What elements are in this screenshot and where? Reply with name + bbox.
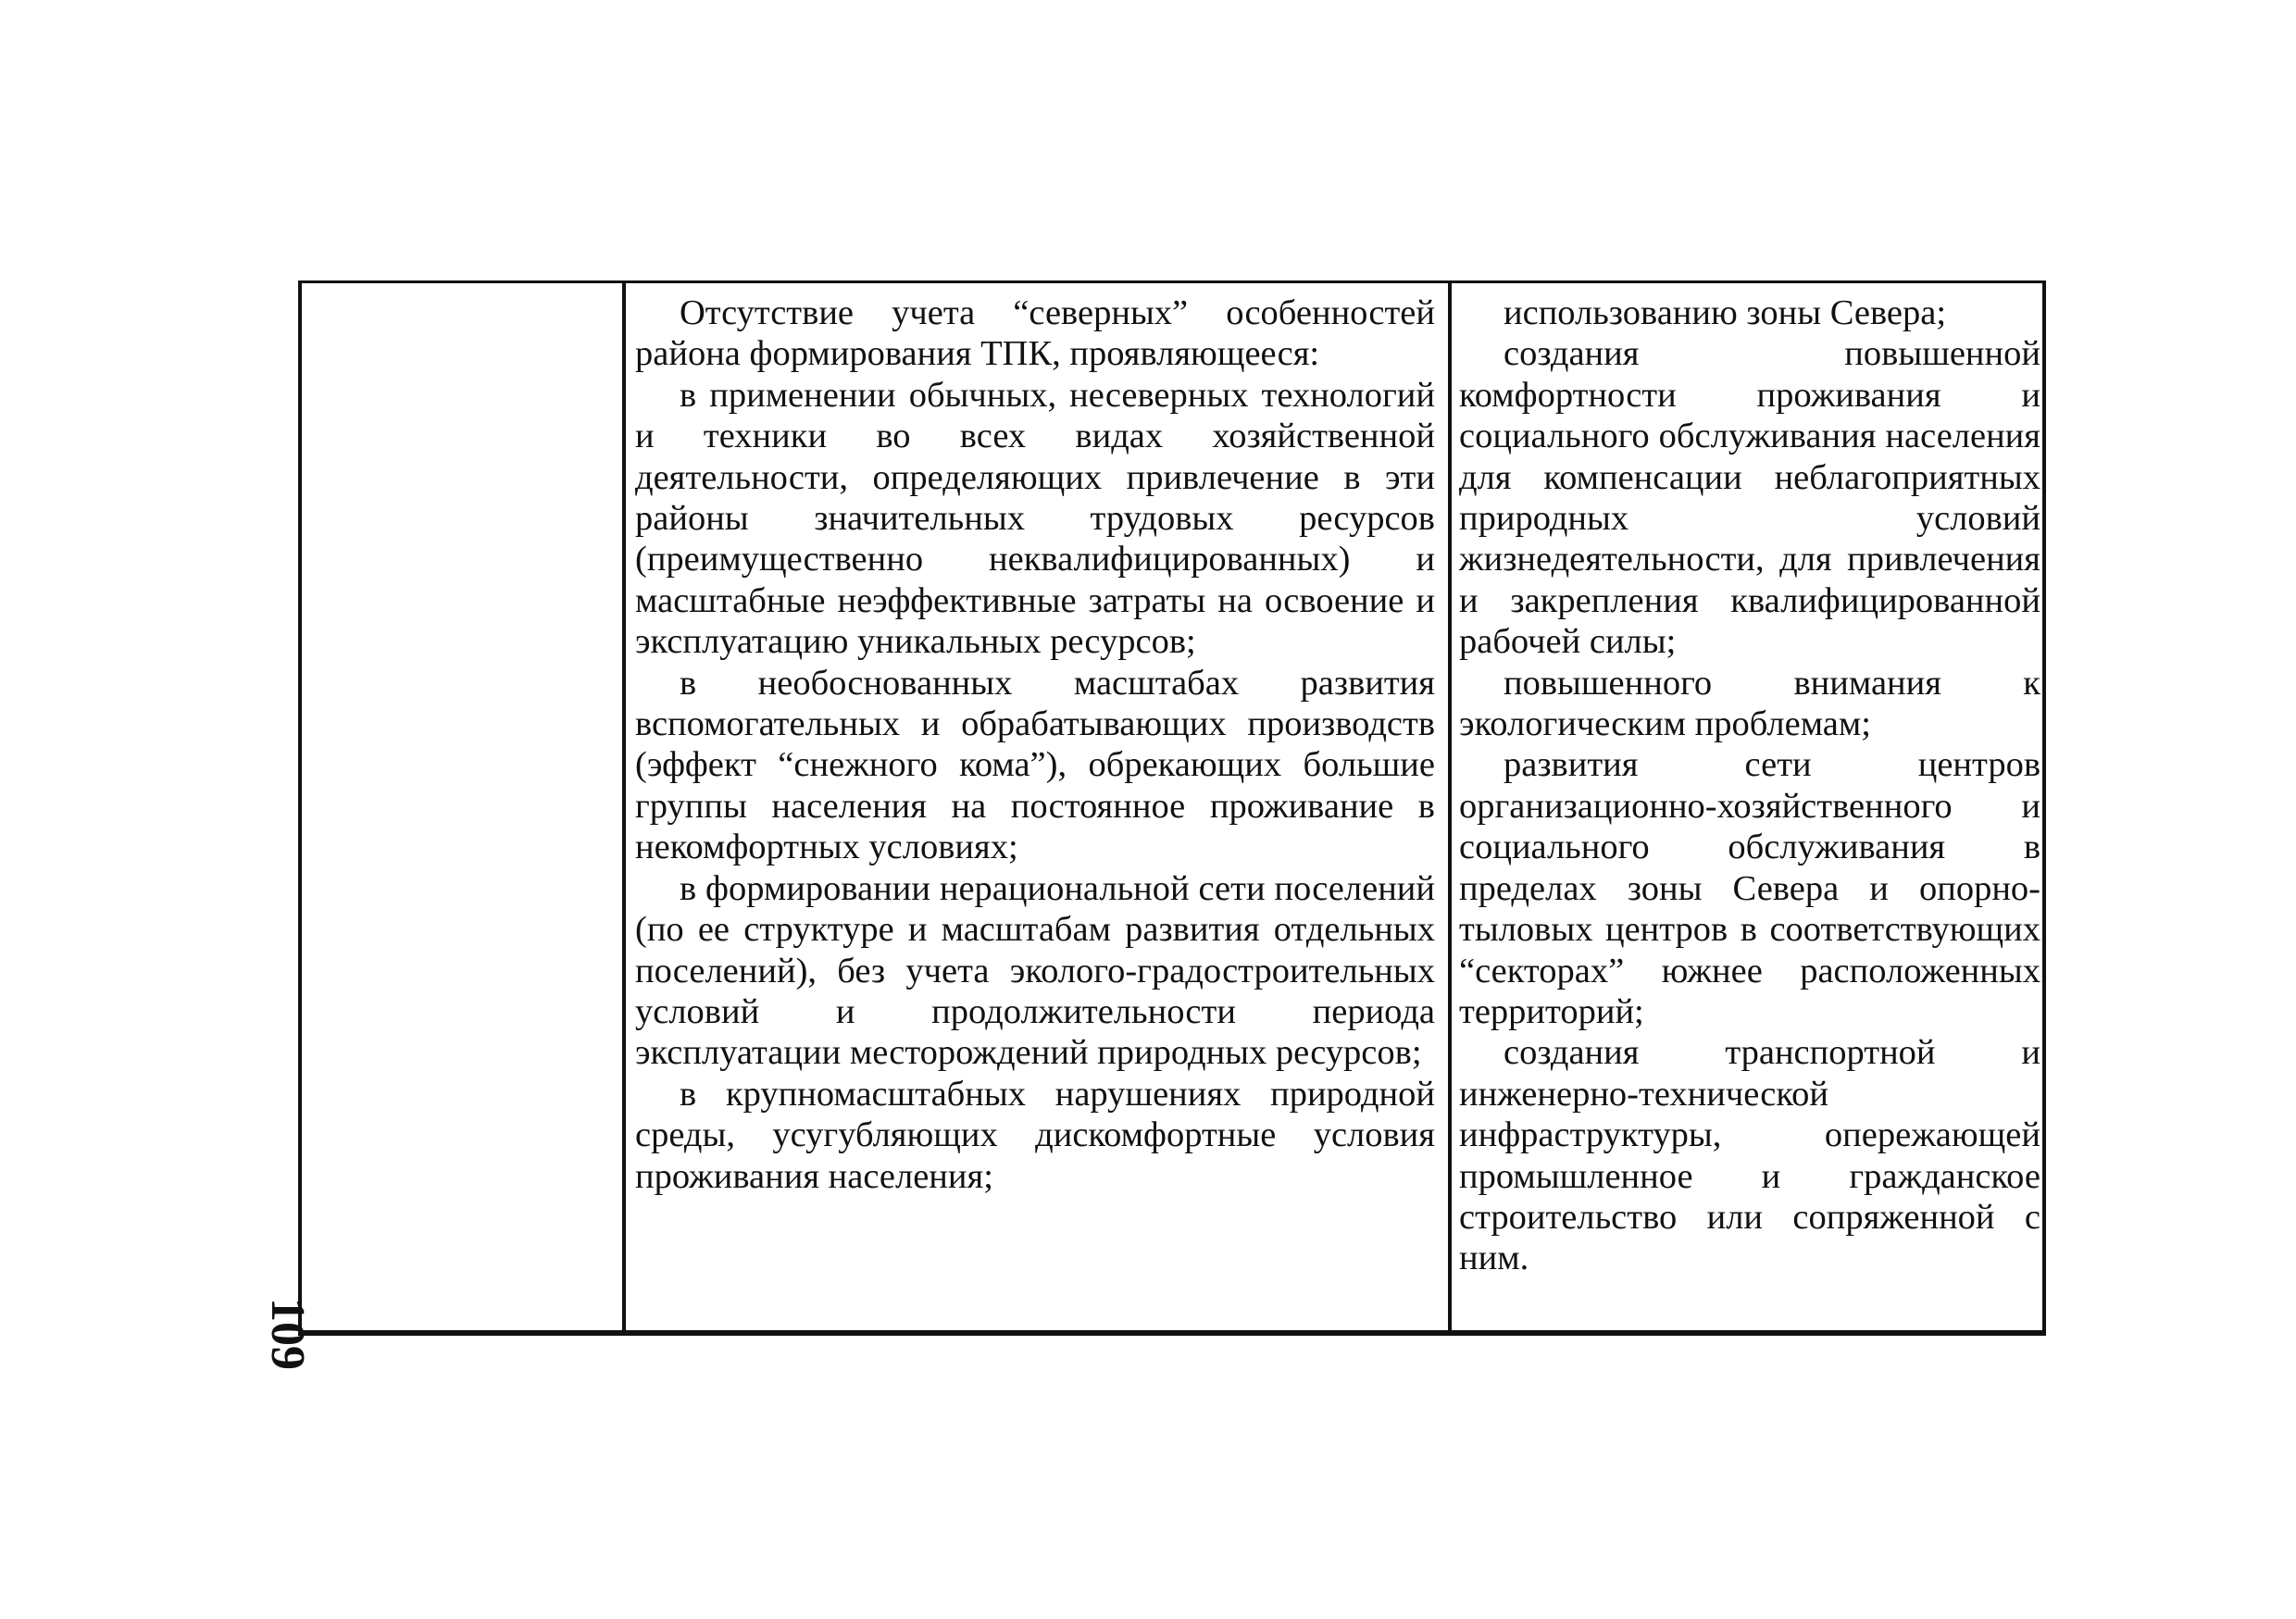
document-table bbox=[298, 280, 2046, 1336]
column-divider bbox=[1448, 283, 1452, 1330]
paragraph: создания транспортной и инженерно-технической инфраструктуры, опережающей промышленное и гражданское строительство или сопряженной с ним. bbox=[1459, 1033, 2040, 1278]
right-column-cell bbox=[1459, 293, 2040, 1279]
page-number: 109 bbox=[261, 1298, 314, 1370]
column-divider bbox=[622, 283, 626, 1330]
paragraph: в формировании нерациональной сети поселений (по ее структуре и масштабам развития отдельных поселений), без учета эколого-градостроительных условий и продолжительности периода эксплуатации месторождений природных ресурсов; bbox=[635, 868, 1435, 1073]
paragraph: в крупномасштабных нарушениях природной среды, усугубляющих дискомфортные условия проживания населения; bbox=[635, 1074, 1435, 1196]
middle-column-cell bbox=[635, 293, 1435, 1197]
paragraph: в применении обычных, несеверных технологий и техники во всех видах хозяйственной деятельности, определяющих привлечение в эти районы значительных трудовых ресурсов (преимущественно неквалифицированных) и масштабные неэффективные затраты на освоение и эксплуатацию уникальных ресурсов; bbox=[635, 375, 1435, 662]
paragraph: развития сети центров организационно-хозяйственного и социального обслуживания в пределах зоны Севера и опорно-тыловых центров в соответствующих “секторах” южнее расположенных территорий; bbox=[1459, 745, 2040, 1031]
paragraph: создания повышенной комфортности проживания и социального обслуживания населения для компенсации неблагоприятных природных условий жизнедеятельности, для привлечения и закрепления квалифицированной рабочей силы; bbox=[1459, 334, 2040, 662]
paragraph: Отсутствие учета “северных” особенностей района формирования ТПК, проявляющееся: bbox=[635, 293, 1435, 374]
paragraph: в необоснованных масштабах развития вспомогательных и обрабатывающих производств (эффект “снежного кома”), обрекающих большие группы населения на постоянное проживание в некомфортных условиях; bbox=[635, 663, 1435, 867]
paragraph: повышенного внимания к экологическим проблемам; bbox=[1459, 663, 2040, 744]
paragraph: использованию зоны Севера; bbox=[1504, 293, 1947, 332]
